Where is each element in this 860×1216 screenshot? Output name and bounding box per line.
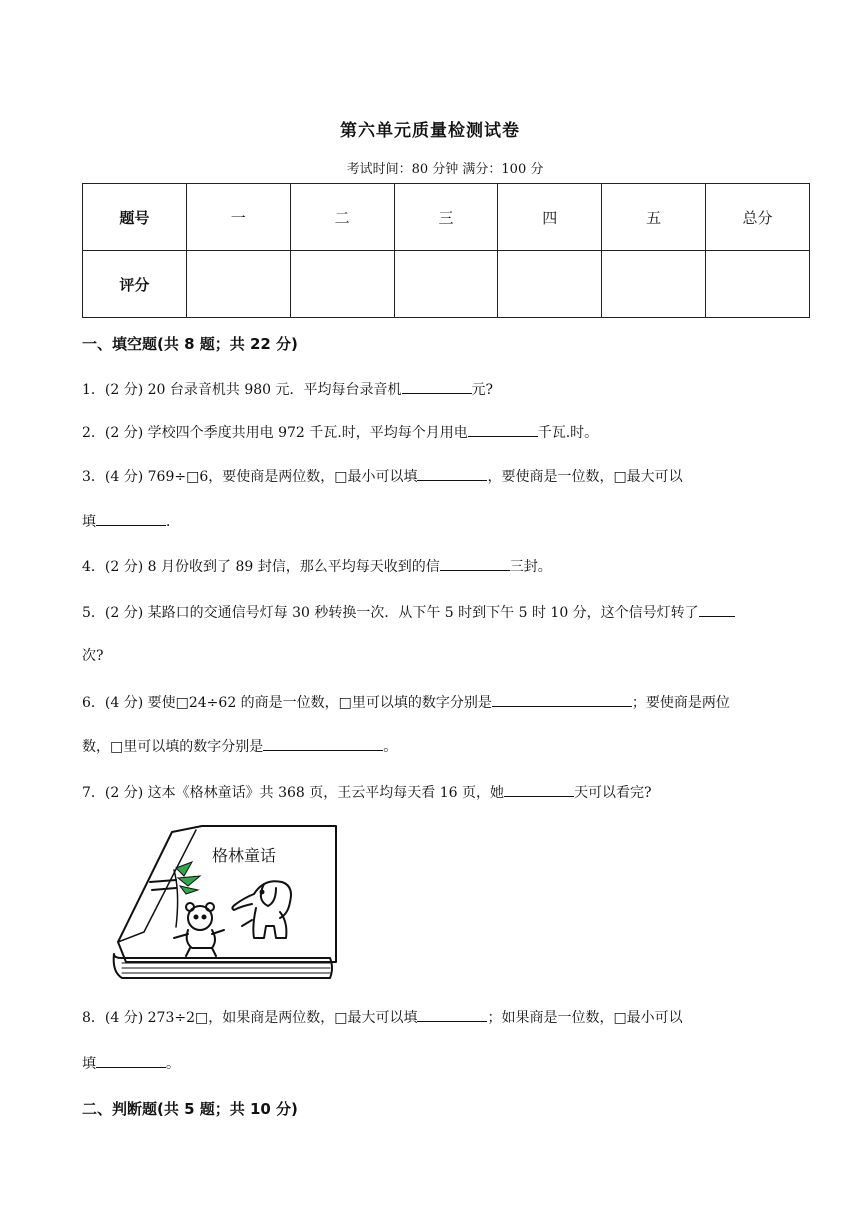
question-6-end: 。 [383, 739, 398, 755]
question-1-suffix: 元? [471, 382, 494, 398]
cell-score-1[interactable] [186, 251, 290, 318]
answer-blank[interactable] [402, 379, 472, 394]
score-table [82, 183, 810, 318]
question-1 [82, 379, 493, 400]
answer-blank[interactable] [417, 1007, 487, 1022]
question-5-continued [82, 646, 104, 666]
question-7-suffix: 天可以看完? [573, 785, 652, 801]
question-3-end: ． [166, 514, 180, 530]
page-title: 第六单元质量检测试卷 [340, 121, 520, 141]
book-title: 格林童话 [211, 846, 277, 865]
cell-question-number-label: 题号 [83, 184, 187, 251]
question-8-text: 8．(4 分) 273÷2□，如果商是两位数，□最大可以填 [82, 1010, 418, 1026]
answer-blank[interactable] [492, 692, 632, 707]
question-4-text: 4．(2 分) 8 月份收到了 89 封信，那么平均每天收到的信 [82, 559, 440, 575]
question-8-continued [82, 1053, 180, 1074]
storybook-illustration [104, 822, 340, 984]
cell-section-4: 四 [498, 184, 602, 251]
answer-blank[interactable] [263, 736, 383, 751]
cell-score-label: 评分 [83, 251, 187, 318]
answer-blank[interactable] [440, 556, 510, 571]
question-6-continued [82, 736, 397, 757]
question-3-text: 3．(4 分) 769÷□6，要使商是两位数，□最小可以填 [82, 469, 418, 485]
question-2-suffix: 千瓦.时。 [537, 425, 599, 441]
question-6-text: 6．(4 分) 要使□24÷62 的商是一位数，□里可以填的数字分别是 [82, 695, 492, 711]
question-6-middle: ；要使商是两位 [631, 695, 730, 711]
cell-score-2[interactable] [290, 251, 394, 318]
cell-section-3: 三 [394, 184, 498, 251]
question-3-fill-word: 填 [82, 514, 96, 530]
cell-total-label: 总分 [706, 184, 810, 251]
answer-blank[interactable] [96, 1053, 166, 1068]
answer-blank[interactable] [504, 782, 574, 797]
question-5-suffix: 次? [82, 648, 104, 664]
answer-blank[interactable] [417, 466, 487, 481]
question-8-middle: ；如果商是一位数，□最小可以 [487, 1010, 683, 1026]
question-3 [82, 466, 683, 487]
question-8 [82, 1007, 683, 1028]
cell-score-4[interactable] [498, 251, 602, 318]
question-3-continued [82, 511, 180, 532]
question-2-text: 2．(2 分) 学校四个季度共用电 972 千瓦.时，平均每个月用电 [82, 425, 468, 441]
answer-blank[interactable] [699, 602, 735, 617]
question-4 [82, 556, 552, 577]
question-8-fill-word: 填 [82, 1056, 96, 1072]
cell-score-5[interactable] [602, 251, 706, 318]
section-2-heading: 二、判断题(共 5 题；共 10 分) [82, 1100, 298, 1118]
question-4-suffix: 三封。 [509, 559, 552, 575]
question-7-text: 7．(2 分) 这本《格林童话》共 368 页，王云平均每天看 16 页，她 [82, 785, 504, 801]
question-2 [82, 422, 598, 443]
question-5-text: 5．(2 分) 某路口的交通信号灯每 30 秒转换一次．从下午 5 时到下午 5 时 10 分，这个信号灯转了 [82, 605, 699, 621]
answer-blank[interactable] [96, 511, 166, 526]
cell-section-1: 一 [186, 184, 290, 251]
elephant-head [254, 881, 291, 918]
question-6 [82, 692, 730, 713]
score-table-header-row [83, 184, 810, 251]
exam-info: 考试时间：80 分钟 满分：100 分 [346, 162, 544, 177]
answer-blank[interactable] [468, 422, 538, 437]
cell-section-2: 二 [290, 184, 394, 251]
question-1-text: 1．(2 分) 20 台录音机共 980 元．平均每台录音机 [82, 382, 402, 398]
cell-section-5: 五 [602, 184, 706, 251]
cell-score-total[interactable] [706, 251, 810, 318]
question-8-end: 。 [166, 1056, 180, 1072]
question-6-text-2: 数，□里可以填的数字分别是 [82, 739, 264, 755]
question-7 [82, 782, 652, 803]
section-1-heading: 一、填空题(共 8 题；共 22 分) [82, 335, 298, 353]
question-5 [82, 602, 735, 623]
score-table-score-row [83, 251, 810, 318]
book-pages [114, 954, 332, 978]
question-3-middle: ，要使商是一位数，□最大可以 [487, 469, 683, 485]
cell-score-3[interactable] [394, 251, 498, 318]
